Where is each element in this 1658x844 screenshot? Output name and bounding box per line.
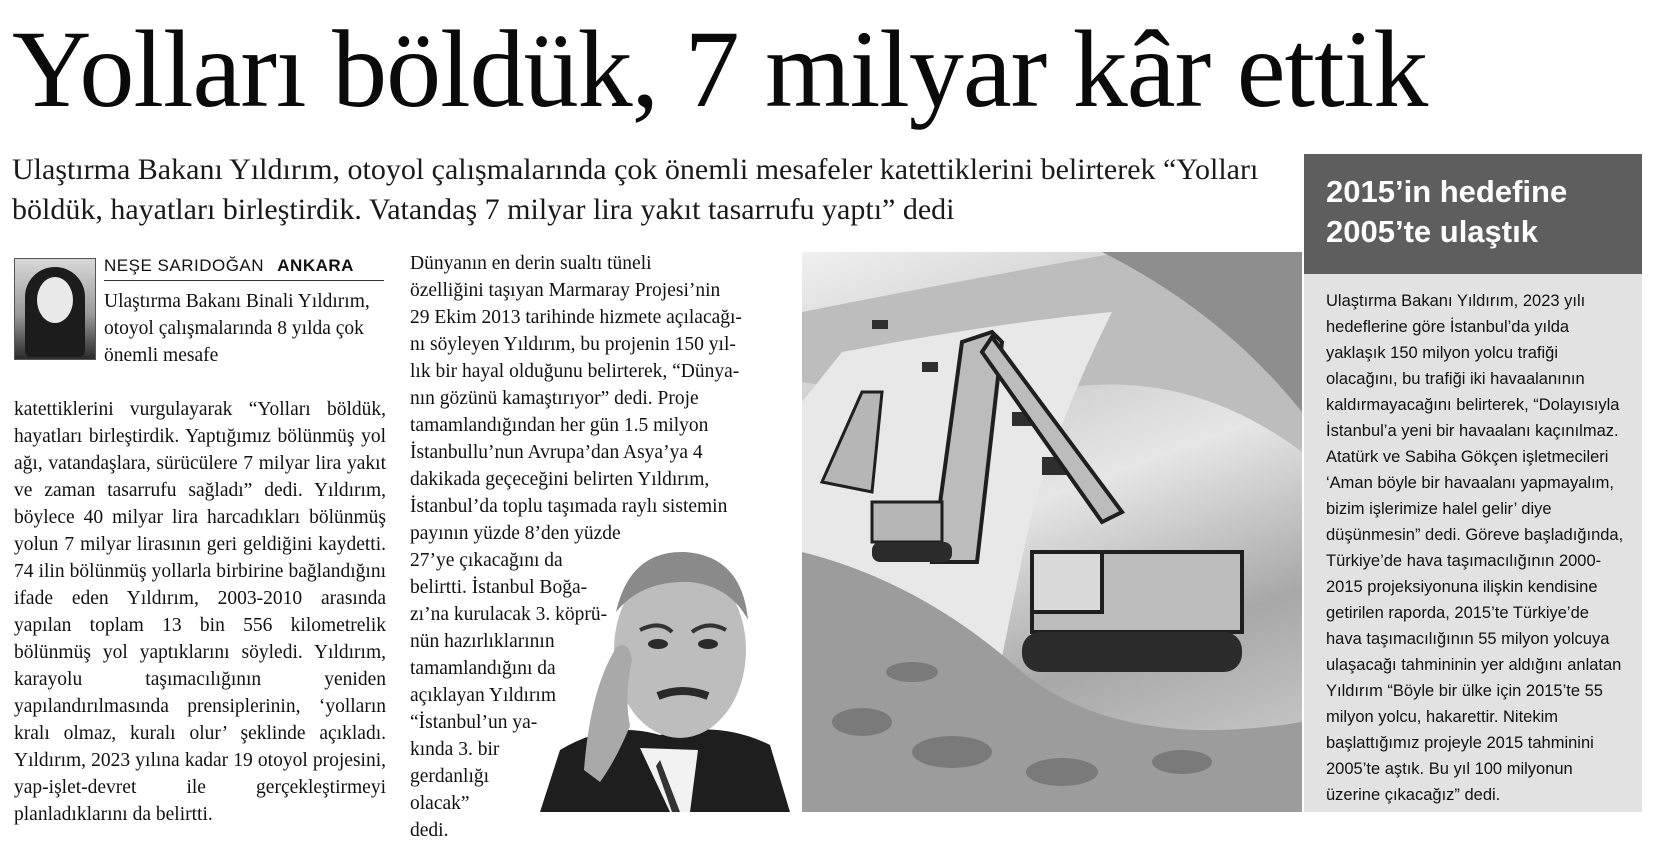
column2-line: kında 3. bir xyxy=(410,739,500,760)
byline xyxy=(104,254,384,281)
minister-portrait-photo xyxy=(520,520,800,812)
column2-line: nın gözünü kamaştırıyor” dedi. Proje xyxy=(410,388,699,409)
column2-line: dedi. xyxy=(410,820,449,841)
column2-line: tamamlandığından her gün 1.5 milyon xyxy=(410,415,709,436)
minister-portrait-illustration xyxy=(520,520,800,812)
byline-author: NEŞE SARIDOĞAN xyxy=(104,256,265,275)
column2-line: dakikada geçeceğini belirten Yıldırım, xyxy=(410,469,710,490)
sidebar-text: Ulaştırma Bakanı Yıldırım, 2023 yılı hedeflerine göre İstanbul’da yılda yaklaşık 150 milyon yolcu trafiği olacağını, bu trafiği iki havaalanının kaldırmayacağını belirterek, “Dolayısıyla İstanbul’a yeni bir havaalanı kaçınılmaz. Atatürk ve Sabiha Gökçen işletmecileri ‘Aman böyle bir havaalanı yapmayalım, bizim işlerimize halel gelir’ diye düşünmesin” dedi. Göreve başladığında, Türkiye’de hava taşımacılığının 2000-2015 projeksiyonuna ilişkin kendisine getirilen raporda, 2015’te Türkiye’de hava taşımacılığının 55 milyon yolcuya ulaşacağı tahmininin yer aldığını anlatan Yıldırım “Böyle bir ülke için 2015’te 55 milyon yolcu, hakarettir. Nitekim başlattığımız projeyle 2015 tahminini 2005’te aştık. Bu yıl 100 milyonun üzerine çıkacağız” dedi. xyxy=(1326,292,1624,804)
column2-line: Dünyanın en derin sualtı tüneli xyxy=(410,253,652,274)
column2-line: İstanbullu’nun Avrupa’dan Asya’ya 4 xyxy=(410,442,703,463)
byline-city: ANKARA xyxy=(277,256,354,275)
column2-line: zı’na kurulacak 3. köprü- xyxy=(410,604,608,625)
column2-line: gerdanlığı xyxy=(410,766,490,787)
subheadline: Ulaştırma Bakanı Yıldırım, otoyol çalışmalarında çok önemli mesafeler katettiklerini belirterek “Yolları böldük, hayatları birleştirdik. Vatandaş 7 milyar lira yakıt tasarrufu yaptı” dedi xyxy=(12,153,1259,226)
headline: Yolları böldük, 7 milyar kâr ettik xyxy=(12,8,1428,130)
column2-line: 29 Ekim 2013 tarihinde hizmete açılacağı- xyxy=(410,307,742,328)
column2-line: 27’ye çıkacağını da xyxy=(410,550,563,571)
column2-line: İstanbul’da toplu taşımada raylı sistemin xyxy=(410,496,728,517)
column2-line: nün hazırlıklarının xyxy=(410,631,555,652)
column2-line: belirtti. İstanbul Boğa- xyxy=(410,577,588,598)
column2-line: nı söyleyen Yıldırım, bu projenin 150 yıl- xyxy=(410,334,736,355)
column2-line: payının yüzde 8’den yüzde xyxy=(410,523,621,544)
author-face-shape xyxy=(37,277,73,323)
column2-line: lık bir hayal olduğunu belirterek, “Dünya- xyxy=(410,361,740,382)
author-photo xyxy=(14,258,96,360)
column2-line: tamamlandığını da xyxy=(410,658,556,679)
construction-site-photo xyxy=(802,252,1302,812)
column1-body-text: katettiklerini vurgulayarak “Yolları böldük, hayatları birleştirdik. Yaptığımız bölünmüş yol ağı, vatandaşlara, sürücülere 7 milyar lira yakıt ve zaman tasarrufu sağladı” dedi. Yıldırım, böylece 40 milyar lira harcadıkları bölünmüş yolun 7 milyar lirasının geri geldiğini kaydetti. 74 ilin bölünmüş yollarla birbirine bağlandığını ifade eden Yıldırım, 2003-2010 arasında yapılan toplam 13 bin 556 kilometrelik bölünmüş yol yaptıklarını söyledi. Yıldırım, karayolu taşımacılığının yeniden yapılandırılmasında prensiplerinin, ‘yolların kralı olmaz, kuralı olur’ şeklinde açıkladı. Yıldırım, 2023 yılına kadar 19 otoyol projesini, yap-işlet-devret ile gerçekleştirmeyi planladıklarını da belirtti. xyxy=(14,399,386,825)
sidebar-body xyxy=(1304,274,1642,812)
sidebar-header xyxy=(1304,154,1642,274)
column2-line: “İstanbul’un ya- xyxy=(410,712,538,733)
column2-line: açıklayan Yıldırım xyxy=(410,685,557,706)
excavators-illustration xyxy=(802,252,1302,812)
sidebar-title: 2015’in hedefine 2005’te ulaştık xyxy=(1326,174,1568,249)
column1-lead-text: Ulaştırma Bakanı Binali Yıldırım, otoyol çalışmalarında 8 yılda çok önemli mesafe xyxy=(104,291,370,366)
column2-line: olacak” xyxy=(410,793,470,814)
column2-line: özelliğini taşıyan Marmaray Projesi’nin xyxy=(410,280,721,301)
